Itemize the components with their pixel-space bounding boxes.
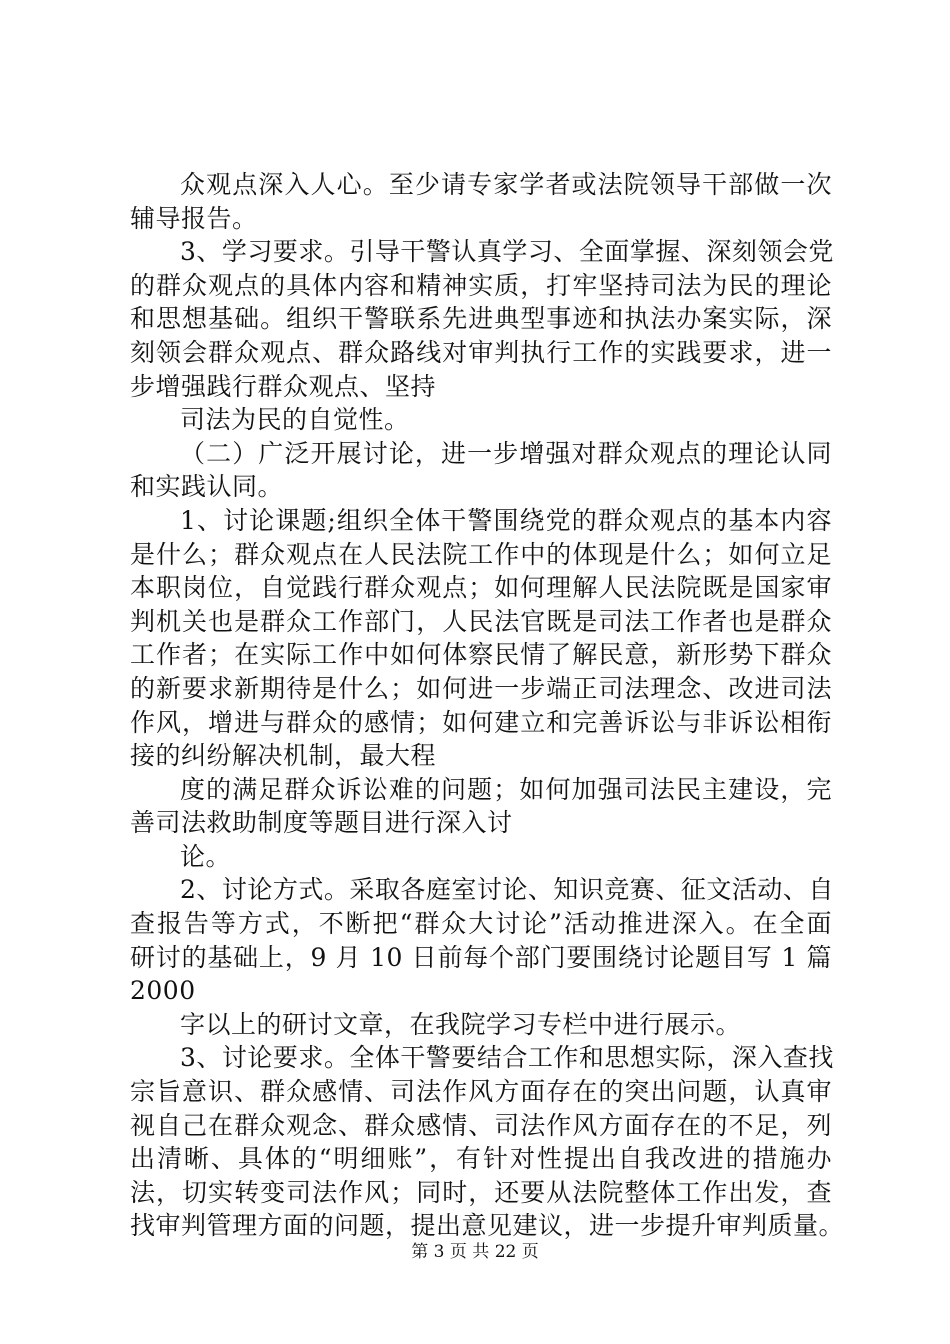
document-body xyxy=(130,168,845,1243)
text-line: 度的满足群众诉讼难的问题；如何加强司法民主建设，完 xyxy=(180,774,832,804)
text-line: 作风，增进与群众的感情；如何建立和完善诉讼与非诉讼相衔 xyxy=(130,707,832,737)
text-line: 2000 xyxy=(130,976,196,1006)
text-line: 和思想基础。组织干警联系先进典型事迹和执法办案实际，深 xyxy=(130,304,832,334)
text-line: 接的纠纷解决机制，最大程 xyxy=(130,741,437,771)
text-line: 刻领会群众观点、群众路线对审判执行工作的实践要求，进一 xyxy=(130,337,832,367)
text-line: 工作者；在实际工作中如何体察民情了解民意，新形势下群众 xyxy=(130,640,832,670)
text-line: 研讨的基础上，9 月 10 日前每个部门要围绕讨论题目写 1 篇 xyxy=(130,942,832,972)
page-number-footer: 第 3 页 共 22 页 xyxy=(411,1242,539,1262)
text-line: 视自己在群众观念、群众感情、司法作风方面存在的不足，列 xyxy=(130,1110,832,1140)
text-line: 字以上的研讨文章，在我院学习专栏中进行展示。 xyxy=(180,1009,742,1039)
text-line: 善司法救助制度等题目进行深入讨 xyxy=(130,808,513,838)
text-line: 判机关也是群众工作部门，人民法官既是司法工作者也是群众 xyxy=(130,606,832,636)
text-line: 是什么；群众观点在人民法院工作中的体现是什么；如何立足 xyxy=(130,539,832,569)
text-line: 步增强践行群众观点、坚持 xyxy=(130,371,437,401)
text-line: 和实践认同。 xyxy=(130,472,284,502)
text-line: （二）广泛开展讨论，进一步增强对群众观点的理论认同 xyxy=(180,438,832,468)
text-line: 司法为民的自觉性。 xyxy=(180,405,410,435)
text-line: 众观点深入人心。至少请专家学者或法院领导干部做一次 xyxy=(180,170,832,199)
text-line: 3、讨论要求。全体干警要结合工作和思想实际，深入查找 xyxy=(180,1043,834,1073)
text-line: 本职岗位，自觉践行群众观点；如何理解人民法院既是国家审 xyxy=(130,573,832,603)
text-line: 论。 xyxy=(180,841,232,871)
text-line: 1、讨论课题;组织全体干警围绕党的群众观点的基本内容 xyxy=(180,505,832,535)
text-line: 的新要求新期待是什么；如何进一步端正司法理念、改进司法 xyxy=(130,673,832,703)
text-line: 法，切实转变司法作风；同时，还要从法院整体工作出发，查 xyxy=(130,1177,832,1207)
text-line: 辅导报告。 xyxy=(130,203,258,233)
text-line: 3、学习要求。引导干警认真学习、全面掌握、深刻领会党 xyxy=(180,237,834,267)
text-line: 查报告等方式，不断把“群众大讨论”活动推进深入。在全面 xyxy=(130,909,832,939)
text-line: 出清晰、具体的“明细账”，有针对性提出自我改进的措施办 xyxy=(130,1144,832,1174)
text-line: 宗旨意识、群众感情、司法作风方面存在的突出问题，认真审 xyxy=(130,1077,832,1107)
text-line: 找审判管理方面的问题，提出意见建议，进一步提升审判质量。 xyxy=(130,1211,845,1241)
text-line: 的群众观点的具体内容和精神实质，打牢坚持司法为民的理论 xyxy=(130,270,832,300)
text-line: 2、讨论方式。采取各庭室讨论、知识竞赛、征文活动、自 xyxy=(180,875,834,905)
